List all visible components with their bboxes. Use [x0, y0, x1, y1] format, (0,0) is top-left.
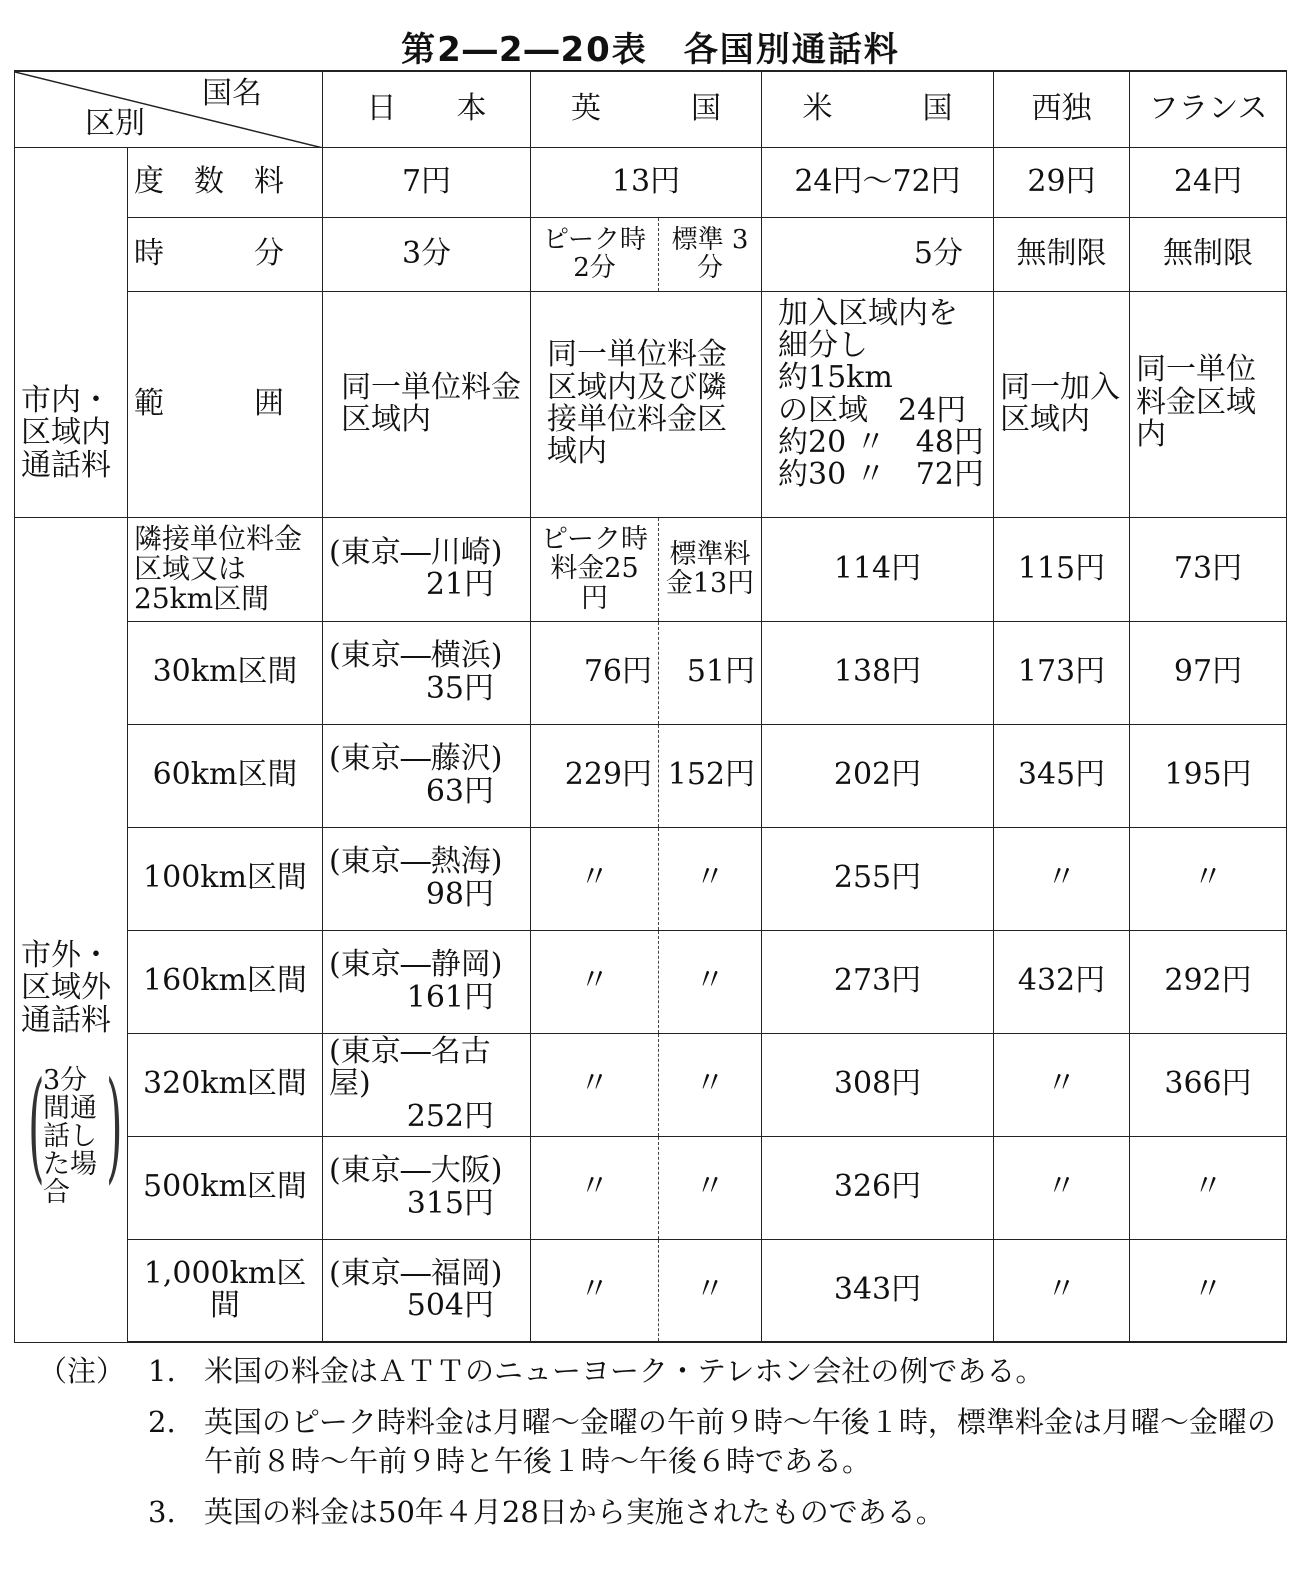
header-corner-cell: [15, 71, 323, 147]
cell-west-germany: 〃: [994, 1136, 1130, 1239]
cell-japan: 7円: [323, 147, 531, 217]
cell-us: 24円～72円: [762, 147, 994, 217]
cell-france: 24円: [1130, 147, 1287, 217]
toll-row: [15, 1239, 1287, 1342]
col-us: 米 国: [762, 71, 994, 147]
row-label: 時 分: [128, 217, 323, 291]
us-area-line: の区域 24円: [778, 392, 967, 428]
cell-uk-peak: ピーク時 2分: [531, 217, 659, 291]
cell-uk-standard: 〃: [659, 1033, 762, 1136]
cell-japan: (東京―福岡) 504円: [323, 1239, 531, 1342]
local-row-area: [15, 291, 1287, 517]
cell-west-germany: 115円: [994, 517, 1130, 621]
toll-row: [15, 930, 1287, 1033]
note-text: 米国の料金はＡＴＴのニューヨーク・テレホン会社の例である。: [204, 1354, 1045, 1388]
cell-japan: 3分: [323, 217, 531, 291]
toll-row: [15, 1033, 1287, 1136]
row-label: 1,000km区間: [128, 1239, 323, 1342]
cell-uk-peak: 76円: [531, 621, 659, 724]
us-area-line: 加入区域内を: [778, 295, 958, 331]
cell-west-germany: 432円: [994, 930, 1130, 1033]
local-section-label: 市内・区域内通話料: [15, 147, 128, 517]
cell-france: 97円: [1130, 621, 1287, 724]
cell-uk-standard: 標準 3分: [659, 217, 762, 291]
cell-us: 255円: [762, 827, 994, 930]
cell-west-germany: 無制限: [994, 217, 1130, 291]
note-item: [38, 1352, 1288, 1391]
cell-us: 138円: [762, 621, 994, 724]
cell-japan: (東京―熱海) 98円: [323, 827, 531, 930]
cell-us: 273円: [762, 930, 994, 1033]
cell-uk-standard: 152円: [659, 724, 762, 827]
toll-section-label: 市外・区域外通話料: [21, 937, 111, 1038]
cell-west-germany: 345円: [994, 724, 1130, 827]
cell-west-germany: 29円: [994, 147, 1130, 217]
cell-france: 292円: [1130, 930, 1287, 1033]
note-item: [38, 1493, 1288, 1532]
cell-japan: (東京―藤沢) 63円: [323, 724, 531, 827]
cell-uk: 13円: [531, 147, 762, 217]
cell-west-germany: 〃: [994, 827, 1130, 930]
cell-uk-peak: 〃: [531, 1136, 659, 1239]
cell-west-germany: 〃: [994, 1239, 1130, 1342]
toll-row: [15, 517, 1287, 621]
row-label: 100km区間: [128, 827, 323, 930]
us-area-line: 約20 〃 48円: [778, 425, 984, 461]
cell-west-germany: 〃: [994, 1033, 1130, 1136]
cell-uk-peak: 〃: [531, 930, 659, 1033]
cell-japan: (東京―名古屋) 252円: [323, 1033, 531, 1136]
cell-uk-standard: 〃: [659, 1239, 762, 1342]
division-header-label: 区別: [85, 106, 145, 142]
cell-uk-peak: 〃: [531, 827, 659, 930]
local-row-unit-charge: [15, 147, 1287, 217]
cell-france: 73円: [1130, 517, 1287, 621]
row-label: 320km区間: [128, 1033, 323, 1136]
row-label: 隣接単位料金区域又は25km区間: [128, 517, 323, 621]
cell-uk-peak: ピーク時料金25円: [531, 517, 659, 621]
call-rate-table: [14, 70, 1287, 1343]
cell-us: 5分: [762, 217, 994, 291]
cell-uk-peak: 〃: [531, 1033, 659, 1136]
country-header-label: 国名: [202, 76, 262, 111]
note-number: 2.: [148, 1405, 176, 1440]
cell-japan: (東京―静岡) 161円: [323, 930, 531, 1033]
col-west-germany: 西独: [994, 71, 1130, 147]
cell-france: 同一単位料金区域内: [1130, 291, 1287, 517]
cell-us: 202円: [762, 724, 994, 827]
cell-japan: (東京―川崎) 21円: [323, 517, 531, 621]
row-label: 度 数 料: [128, 147, 323, 217]
cell-france: 〃: [1130, 827, 1287, 930]
cell-uk-standard: 〃: [659, 930, 762, 1033]
page-title: 第2―2―20表 各国別通話料: [401, 30, 900, 70]
cell-west-germany: 同一加入区域内: [994, 291, 1130, 517]
row-label: 30km区間: [128, 621, 323, 724]
cell-uk-peak: 229円: [531, 724, 659, 827]
note-number: 1.: [148, 1354, 176, 1388]
cell-japan: (東京―大阪) 315円: [323, 1136, 531, 1239]
cell-uk-standard: 〃: [659, 1136, 762, 1239]
cell-japan: 同一単位料金区域内: [323, 291, 531, 517]
cell-us: 308円: [762, 1033, 994, 1136]
cell-france: 〃: [1130, 1136, 1287, 1239]
us-area-line: 細分し: [778, 327, 868, 363]
cell-france: 366円: [1130, 1033, 1287, 1136]
notes-lead: （注）: [38, 1354, 126, 1388]
cell-france: 無制限: [1130, 217, 1287, 291]
notes: [38, 1352, 1288, 1545]
col-japan: 日 本: [323, 71, 531, 147]
row-label: 500km区間: [128, 1136, 323, 1239]
cell-uk-standard: 51円: [659, 621, 762, 724]
local-row-duration: [15, 217, 1287, 291]
cell-uk-peak: 〃: [531, 1239, 659, 1342]
cell-france: 〃: [1130, 1239, 1287, 1342]
paren-note: [21, 1056, 123, 1209]
cell-uk-standard: 標準料金13円: [659, 517, 762, 621]
row-label: 60km区間: [128, 724, 323, 827]
cell-uk: 同一単位料金区域内及び隣接単位料金区域内: [531, 291, 762, 517]
toll-row: [15, 724, 1287, 827]
cell-us: [762, 291, 994, 517]
cell-west-germany: 173円: [994, 621, 1130, 724]
cell-uk-standard: 〃: [659, 827, 762, 930]
us-area-line: 約15km: [778, 360, 893, 396]
toll-row: [15, 1136, 1287, 1239]
cell-us: 326円: [762, 1136, 994, 1239]
note-number: 3.: [148, 1495, 176, 1530]
left-paren: (: [28, 1056, 45, 1196]
header-row: [15, 71, 1287, 147]
row-label: 160km区間: [128, 930, 323, 1033]
cell-france: 195円: [1130, 724, 1287, 827]
note-item: [38, 1403, 1288, 1481]
right-paren: ): [106, 1056, 123, 1196]
col-uk: 英 国: [531, 71, 762, 147]
note-text: 英国の料金は50年４月28日から実施されたものである。: [204, 1495, 945, 1530]
cell-japan: (東京―横浜) 35円: [323, 621, 531, 724]
cell-us: 343円: [762, 1239, 994, 1342]
toll-row: [15, 827, 1287, 930]
note-text: 英国のピーク時料金は月曜～金曜の午前９時～午後１時，標準料金は月曜～金曜の午前８時～午前９時と午後１時～午後６時である。: [204, 1405, 1276, 1479]
row-label: 範 囲: [128, 291, 323, 517]
cell-us: 114円: [762, 517, 994, 621]
toll-section-cell: [15, 517, 128, 1342]
col-france: フランス: [1130, 71, 1287, 147]
paren-note-text: 3分間通話した場合: [43, 1064, 97, 1209]
toll-row: [15, 621, 1287, 724]
us-area-line: 約30 〃 72円: [778, 457, 984, 493]
header-diagonal: [15, 72, 323, 148]
